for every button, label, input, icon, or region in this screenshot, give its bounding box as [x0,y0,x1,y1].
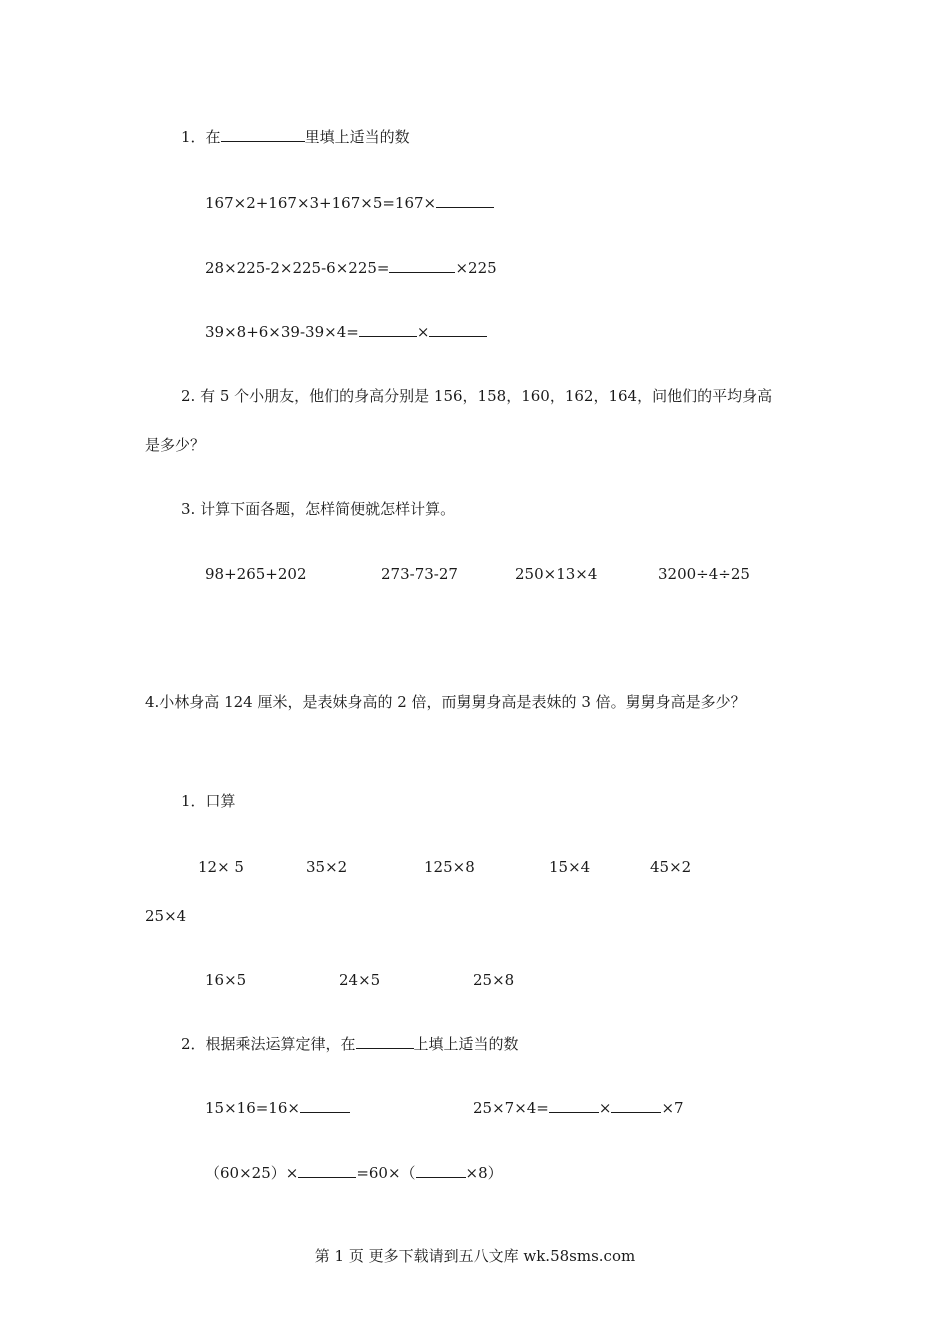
s1-row2-item-1: 16×5 [205,971,247,989]
s2-equation-3 [205,1163,503,1183]
page-footer: 第 1 页 更多下载请到五八文库 wk.58sms.com [314,1247,636,1265]
q1-eq2-blank [389,258,455,273]
q2-line-2: 是多少？ [145,436,206,454]
s2-eq2-left: 25×7×4= [473,1099,549,1117]
s2-eq2-blank-2 [611,1098,661,1113]
s2-eq2-blank-1 [549,1098,599,1113]
s2-eq3-mid: =60×（ [356,1164,416,1182]
s1-row1-item-2: 35×2 [306,858,348,876]
q1-eq1-left: 167×2+167×3+167×5=167× [205,194,437,212]
s1-row2-item-3: 25×8 [473,971,515,989]
s1-row1-item-1: 12× 5 [198,858,244,876]
s1-row1-item-4: 15×4 [549,858,591,876]
s2-equation-2 [473,1098,684,1118]
q3-item-4: 3200÷4÷25 [658,565,750,583]
s1-row2-item-2: 24×5 [339,971,381,989]
q1-eq2-left: 28×225-2×225-6×225= [205,259,390,277]
q1-title-blank [221,127,305,142]
s2-title-post: 上填上适当的数 [413,1035,519,1053]
q3-item-2: 273-73-27 [381,565,458,583]
s2-eq1-left: 15×16=16× [205,1099,300,1117]
q1-eq3-blank-2 [429,322,487,337]
q4-text: 4.小林身高 124 厘米，是表妹身高的 2 倍，而舅舅身高是表妹的 3 倍。舅舅身高是多少？ [145,693,746,711]
q3-item-3: 250×13×4 [515,565,598,583]
s1-row1-item-3: 125×8 [424,858,475,876]
q1-title [181,127,410,147]
s2-eq2-mid: × [598,1099,612,1117]
s2-equation-1 [205,1098,350,1118]
q1-prompt-pre: 在 [205,128,221,146]
q1-eq3-mid: × [416,323,430,341]
q1-equation-2 [205,258,497,278]
s2-eq3-blank-1 [298,1163,356,1178]
s2-eq3-right: ×8） [465,1164,503,1182]
q1-prompt-post: 里填上适当的数 [304,128,410,146]
q1-eq3-blank-1 [359,322,417,337]
s1-row1-item-5: 45×2 [650,858,692,876]
q1-number: 1． [181,128,206,146]
q1-eq3-left: 39×8+6×39-39×4= [205,323,359,341]
q3-item-1: 98+265+202 [205,565,307,583]
q1-equation-1 [205,193,494,213]
q2-line-1: 2. 有 5 个小朋友，他们的身高分别是 156，158，160，162，164，问他们的平均身高 [181,387,773,405]
s2-title [181,1034,519,1054]
q3-title: 3. 计算下面各题，怎样简便就怎样计算。 [181,500,456,518]
s2-eq3-blank-2 [416,1163,466,1178]
q1-eq2-right: ×225 [455,259,497,277]
s2-title-pre: 2．根据乘法运算定律，在 [181,1035,356,1053]
q1-equation-3 [205,322,487,342]
s2-eq1-blank [300,1098,350,1113]
s2-eq2-right: ×7 [661,1099,684,1117]
s1-row1-wrap: 25×4 [145,907,187,925]
s1-title: 1．口算 [181,792,236,810]
s2-eq3-left: （60×25）× [205,1164,299,1182]
q1-eq1-blank [436,193,494,208]
s2-title-blank [356,1034,414,1049]
